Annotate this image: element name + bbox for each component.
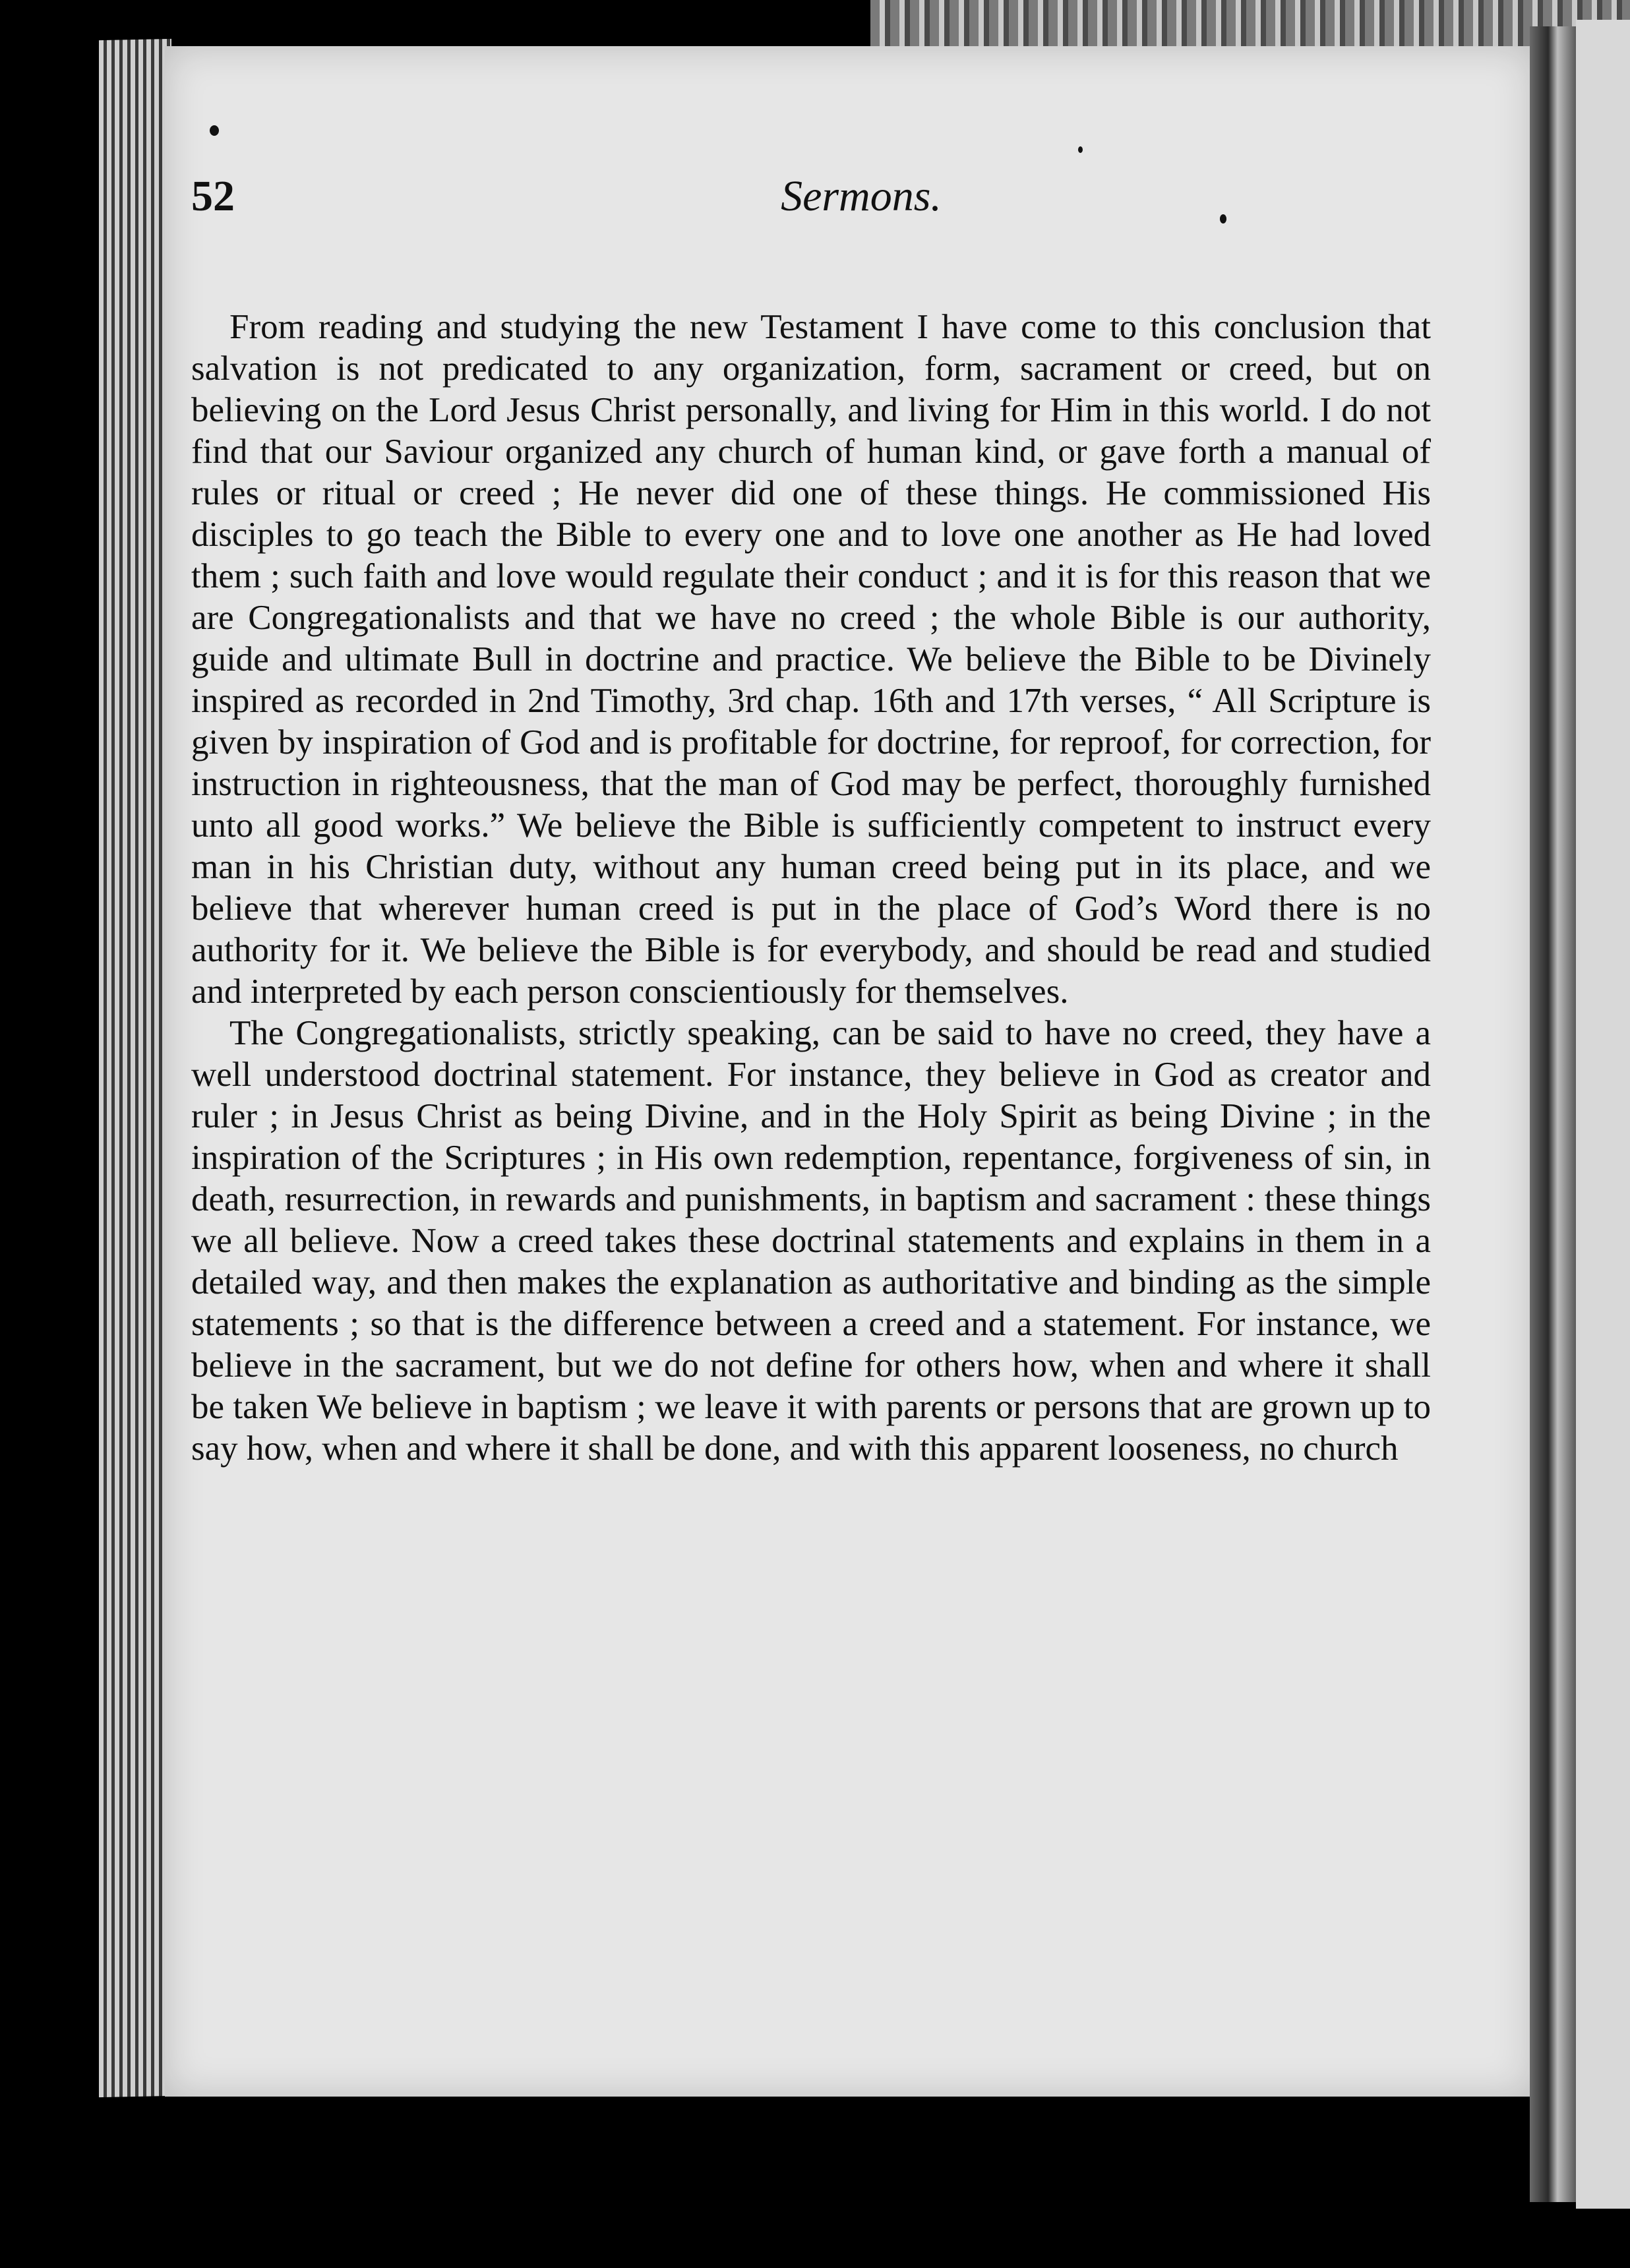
page-number: 52: [191, 172, 235, 220]
running-title: Sermons.: [781, 172, 942, 220]
book-gutter: [1530, 26, 1576, 2202]
page-header: [191, 171, 1531, 244]
ink-spot: [1078, 146, 1083, 153]
body-text: [191, 307, 1431, 1470]
paragraph: The Congregationalists, strictly speaking, can be said to have no creed, they have a well understood doctrinal statement. For instance, they believe in God as creator and ruler ; in Jesus Christ as being Divine, and in the Holy Spirit as being Divine ; in the inspiration of the Scriptures ; in His own redemption, repentance, forgiveness of sin, in death, resurrection, in rewards and punishments, in baptism and sacrament : these things we all believe. Now a creed takes these doctrinal statements and explains in them in a detailed way, and then makes the explanation as authoritative and binding as the simple statements ; so that is the difference between a creed and a statement. For instance, we believe in the sacrament, but we do not define for others how, when and where it shall be taken We believe in baptism ; we leave it with parents or persons that are grown up to say how, when and where it shall be done, and with this apparent looseness, no church: [191, 1014, 1431, 1468]
paragraph: From reading and studying the new Testament I have come to this conclusion that salvation is not predicated to any organization, form, sacrament or creed, but on believing on the Lord Jesus Christ personally, and living for Him in this world. I do not find that our Saviour organized any church of human kind, or gave forth a manual of rules or ritual or creed ; He never did one of these things. He commissioned His disciples to go teach the Bible to every one and to love one another as He had loved them ; such faith and love would regulate their conduct ; and it is for this reason that we are Congregationalists and that we have no creed ; the whole Bible is our authority, guide and ultimate Bull in doctrine and practice. We believe the Bible to be Divinely inspired as recorded in 2nd Timothy, 3rd chap. 16th and 17th verses, “ All Scripture is given by inspiration of God and is profitable for doctrine, for reproof, for correction, for instruction in righteousness, that the man of God may be perfect, thoroughly furnished unto all good works.” We believe the Bible is sufficiently competent to instruct every man in his Christian duty, without any human creed being put in its place, and we believe that wherever human creed is put in the place of God’s Word there is no authority for it. We believe the Bible is for everybody, and should be read and studied and interpreted by each person conscientiously for themselves.: [191, 308, 1431, 1011]
page-edges: [99, 39, 171, 2097]
facing-page-edge: [1576, 20, 1630, 2209]
ink-spot: [210, 125, 219, 136]
